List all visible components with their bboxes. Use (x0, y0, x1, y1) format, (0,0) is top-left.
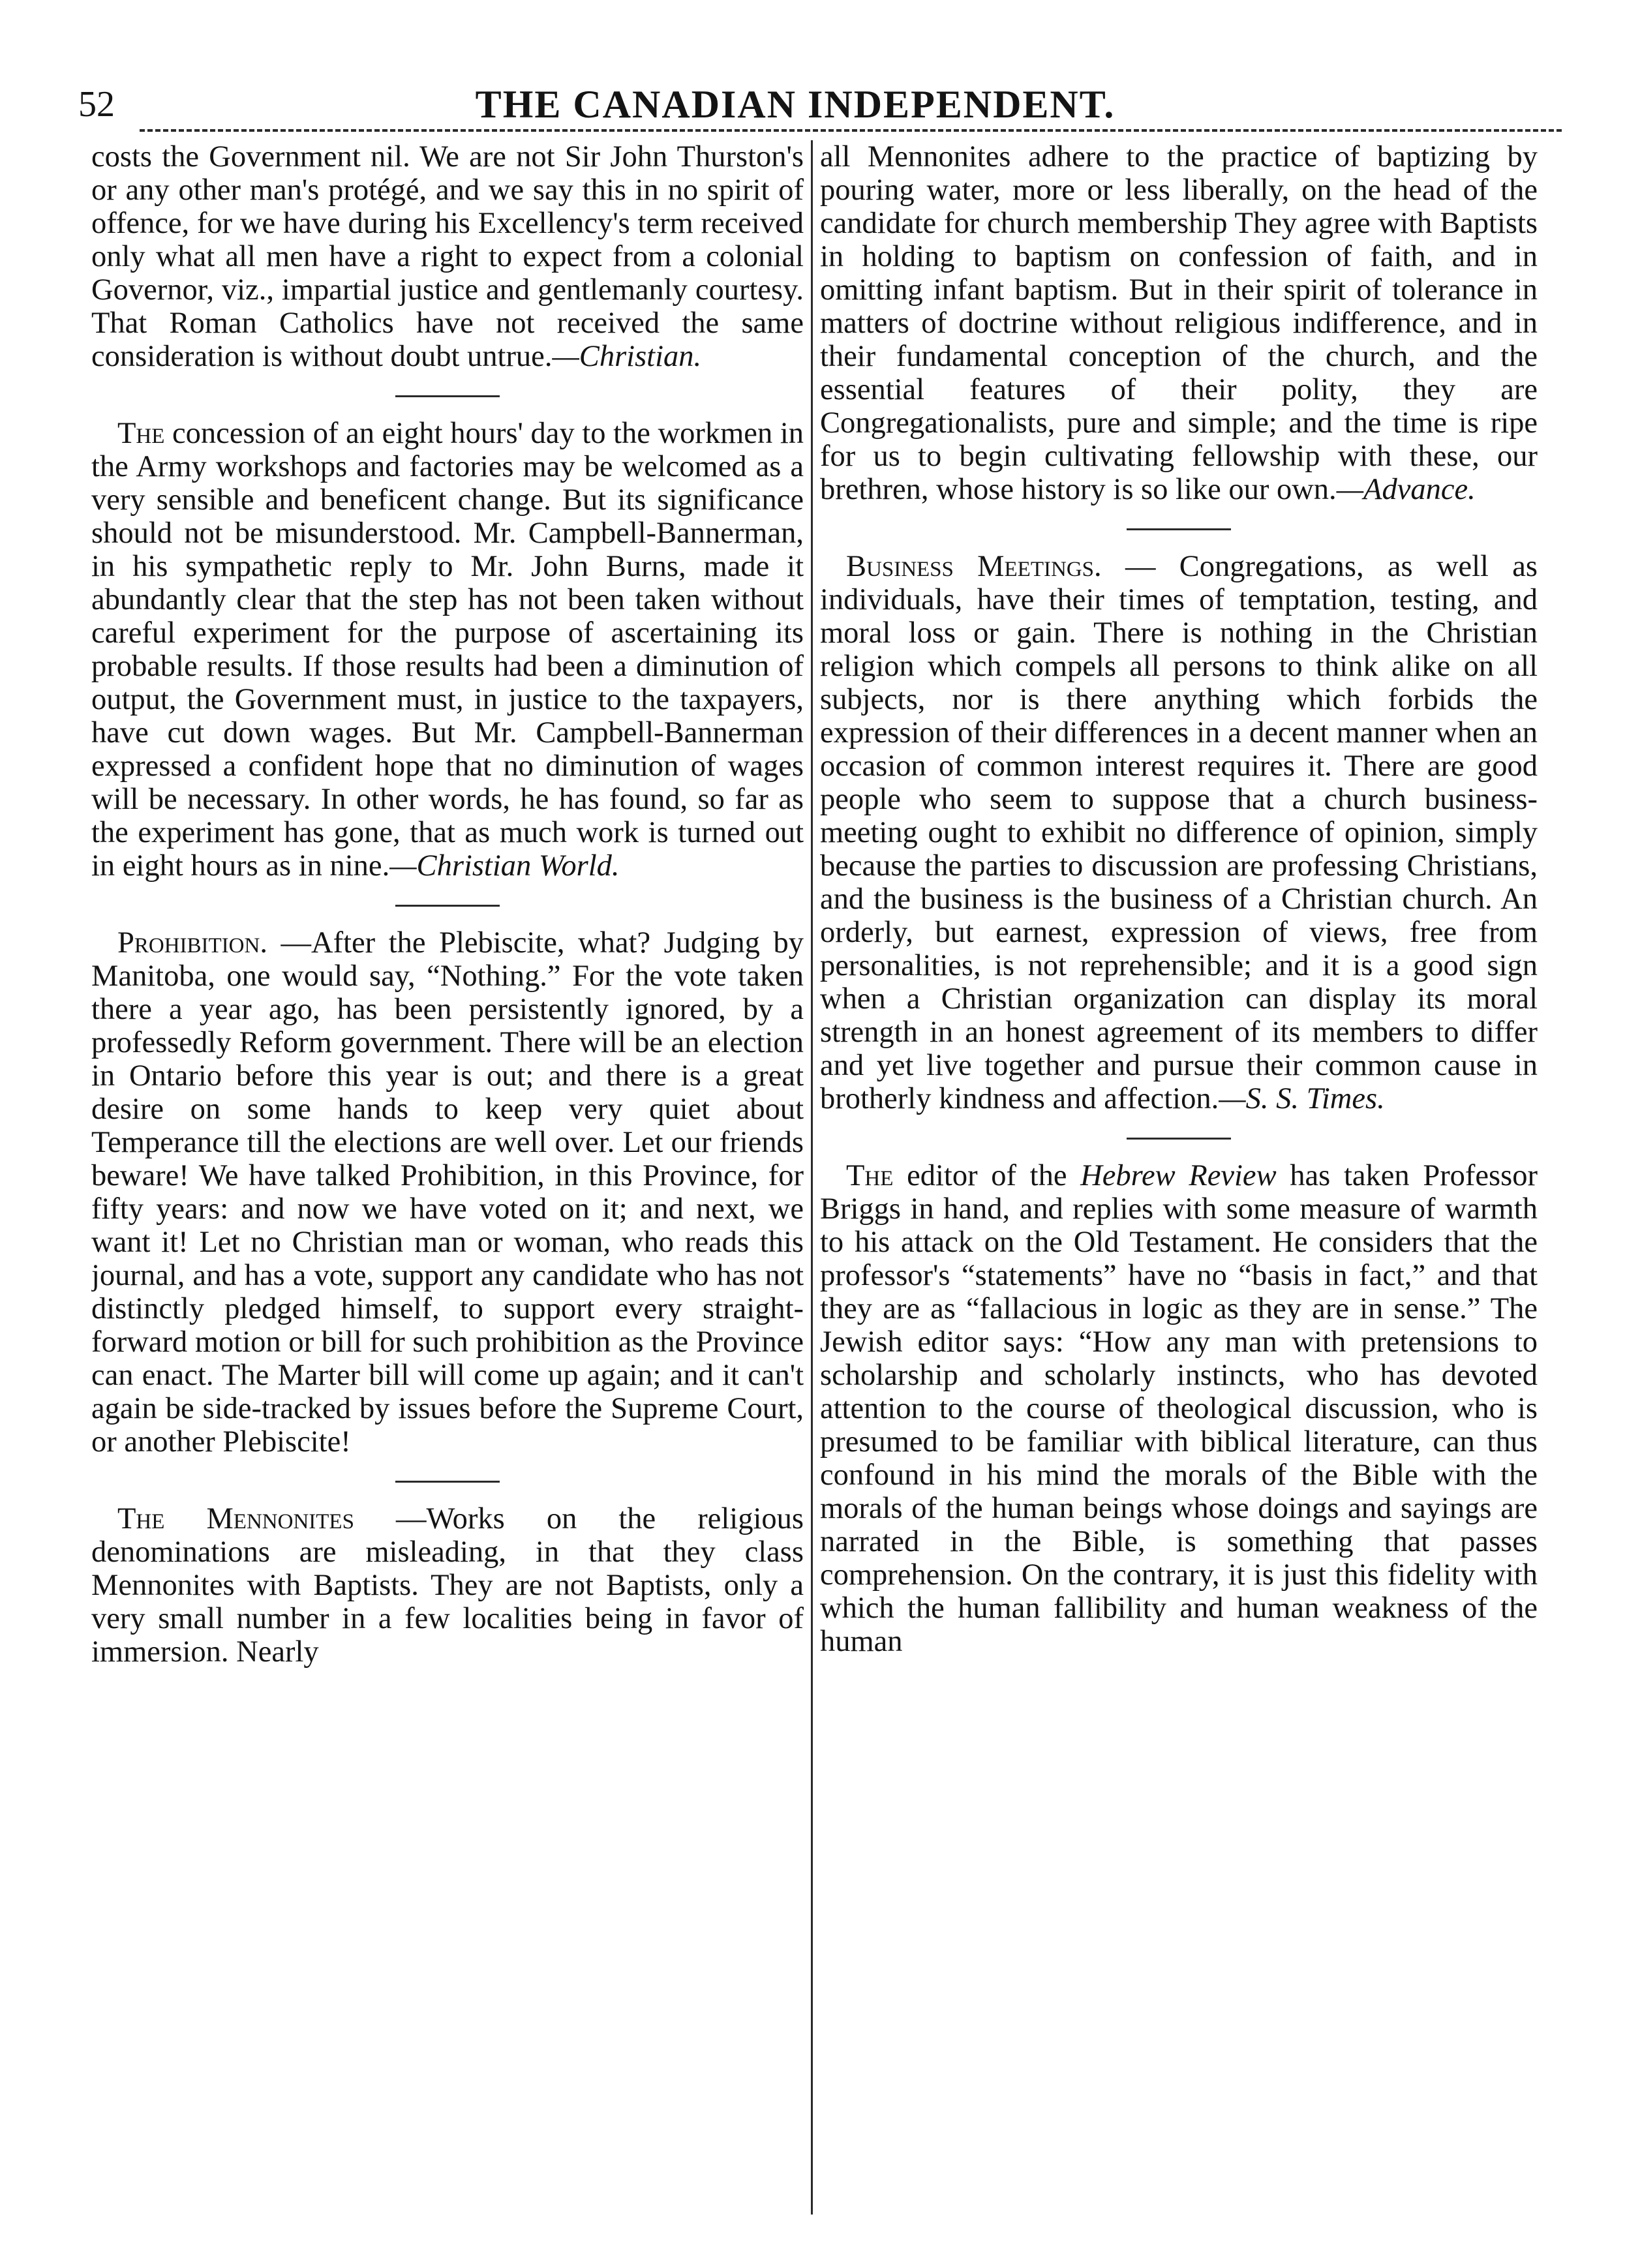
article-thurston-ending (91, 140, 804, 373)
article-separator (395, 395, 500, 397)
article-text: —Works on the religious denominations are misleading, in that they class Mennonites with Baptists. They are not Baptists, only a very small number in a few localities being in favor of immersion. Nearly (91, 1502, 804, 1669)
article-lead: The (846, 1159, 894, 1192)
page-header (55, 51, 1536, 136)
article-mennonites (91, 1502, 804, 1669)
source-credit: —Christian World. (389, 849, 620, 883)
running-head: THE CANADIAN INDEPENDENT. (475, 83, 1116, 126)
article-lead: The Mennonites (117, 1502, 354, 1535)
article-text: has taken Professor Briggs in hand, and replies with some measure of warmth to his attack on the Old Testament. He considers that the professor's “statements” have no “basis in fact,” and that they are as “fallacious in logic as they are in sense.” The Jewish editor says: “How any man with pretensions to scholarship and scholarly instincts, who has devoted attention to the course of theological discussion, who is presumed to be familiar with biblical literature, can thus confound in his mind the morals of the Bible with the morals of the human beings whose doings and sayings are narrated in the Bible, is something that passes comprehension. On the contrary, it is just this fidelity with which the human fallibility and human weakness of the human (820, 1159, 1538, 1658)
article-mennonites-continued (820, 140, 1538, 506)
article-text: all Mennonites adhere to the practice of baptizing by pouring water, more or less liberally, on the head of the candidate for church membership They agree with Baptists in holding to baptism on confession of faith, and in omitting infant baptism. But in their spirit of tolerance in matters of doctrine without religious indifference, and in their fundamental conception of the church, and the essential features of their polity, they are Congregationalists, pure and simple; and the time is ripe for us to begin cultivating fellowship with these, our brethren, whose history is so like our own. (820, 140, 1538, 506)
source-credit: —S. S. Times. (1219, 1082, 1385, 1115)
source-credit: —Christian. (552, 340, 702, 373)
article-separator (395, 1481, 500, 1483)
column-divider (811, 140, 813, 2215)
article-text: costs the Government nil. We are not Sir John Thurston's or any other man's protégé, and we say this in no spirit of offence, for we have during his Excellency's term received only what all men have a right to expect from a colonial Governor, viz., impartial justice and gentlemanly courtesy. That Roman Catholics have not received the same consideration is without doubt untrue. (91, 140, 804, 373)
article-business-meetings (820, 550, 1538, 1115)
article-separator (395, 905, 500, 907)
journal-title: Hebrew Review (1080, 1159, 1277, 1192)
article-hebrew-review (820, 1159, 1538, 1658)
article-eight-hours (91, 417, 804, 883)
header-rule (140, 129, 1562, 132)
article-text: concession of an eight hours' day to the workmen in the Army workshops and factories may be welcomed as a very sensible and beneficent change. But its significance should not be misunderstood. Mr. Campbell-Bannerman, in his sympathetic reply to Mr. John Burns, made it abundantly clear that the step has not been taken without careful experiment for the purpose of ascertaining its probable results. If those results had been a diminution of output, the Government must, in justice to the taxpayers, have cut down wages. But Mr. Campbell-Bannerman expressed a confident hope that no diminution of wages will be necessary. In other words, he has found, so far as the experiment has gone, that as much work is turned out in eight hours as in nine. (91, 417, 804, 883)
right-column (820, 140, 1538, 2228)
source-credit: —Advance. (1336, 473, 1476, 506)
article-lead: Prohibition. (117, 926, 267, 960)
article-separator (1127, 1138, 1231, 1140)
page-number: 52 (78, 84, 115, 125)
article-text: — Congregations, as well as individuals, have their times of temptation, testing, and moral loss or gain. There is nothing in the Christian religion which compels all persons to think alike on all subjects, nor is there anything which forbids the expression of their differences in a decent manner when an occasion of common interest requires it. There are good people who seem to suppose that a church business-meeting ought to exhibit no difference of opinion, simply because the parties to discussion are professing Christians, and the business is the business of a Christian church. An orderly, but earnest, expression of views, free from personalities, is not reprehensible; and it is a good sign when a Christian organization can display its moral strength in an honest agreement of its members to differ and yet live together and pursue their common cause in brotherly kindness and affection. (820, 550, 1538, 1115)
article-text: editor of the (893, 1159, 1081, 1192)
article-lead: Business Meetings. (846, 550, 1102, 583)
article-prohibition (91, 926, 804, 1459)
article-text: —After the Plebiscite, what? Judging by Manitoba, one would say, “Nothing.” For the vote taken there a year ago, has been persistently ignored, by a professedly Reform government. There will be an election in Ontario before this year is out; and there is a great desire on some hands to keep very quiet about Temperance till the elections are well over. Let our friends beware! We have talked Prohibition, in this Province, for fifty years: and now we have voted on it; and next, we want it! Let no Christian man or woman, who reads this journal, and has a vote, support any candidate who has not distinctly pledged himself, to support every straight-forward motion or bill for such prohibition as the Province can enact. The Marter bill will come up again; and it can't again be side-tracked by issues before the Supreme Court, or another Plebiscite! (91, 926, 804, 1459)
article-lead: The (117, 417, 165, 450)
article-separator (1127, 528, 1231, 530)
left-column (91, 140, 804, 2228)
